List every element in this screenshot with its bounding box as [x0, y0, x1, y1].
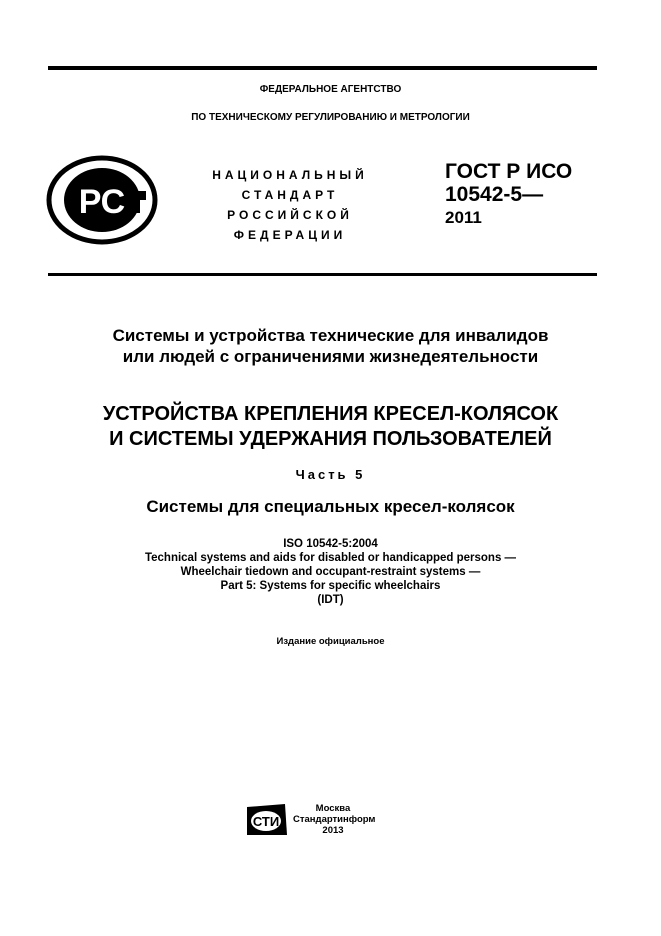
- general-title-line: Системы и устройства технические для инвалидов: [112, 326, 549, 345]
- iso-line: Technical systems and aids for disabled or handicapped persons —: [144, 552, 517, 564]
- iso-reference: [0, 537, 661, 607]
- main-title: [0, 402, 661, 452]
- general-title: [0, 325, 661, 367]
- top-rule: [48, 66, 597, 70]
- national-standard-label: [190, 165, 390, 245]
- national-line: НАЦИОНАЛЬНЫЙ: [212, 168, 368, 182]
- national-line: РОССИЙСКОЙ: [227, 208, 353, 222]
- agency-line-2: ПО ТЕХНИЧЕСКОМУ РЕГУЛИРОВАНИЮ И МЕТРОЛОГИИ: [191, 112, 470, 123]
- part-title: Системы для специальных кресел-колясок: [146, 497, 515, 516]
- iso-line: ISO 10542-5:2004: [283, 538, 378, 550]
- main-title-line: УСТРОЙСТВА КРЕПЛЕНИЯ КРЕСЕЛ-КОЛЯСОК: [102, 403, 559, 425]
- publisher-name: Стандартинформ: [293, 814, 376, 825]
- iso-line: Wheelchair tiedown and occupant-restraint systems —: [180, 566, 481, 578]
- agency-line-1: ФЕДЕРАЛЬНОЕ АГЕНТСТВО: [259, 84, 402, 95]
- publisher-city: Москва: [315, 803, 351, 814]
- gost-number: [445, 160, 572, 229]
- gost-r-logo-icon: [46, 155, 158, 245]
- gost-line: 10542-5—: [445, 183, 544, 206]
- gost-line: 2011: [445, 208, 482, 227]
- publisher-info: [293, 803, 376, 836]
- gost-line: ГОСТ Р ИСО: [445, 160, 573, 183]
- edition-label: Издание официальное: [276, 636, 385, 647]
- iso-line: Part 5: Systems for specific wheelchairs: [220, 580, 441, 592]
- national-line: ФЕДЕРАЦИИ: [233, 228, 347, 242]
- part-label: Часть 5: [295, 467, 366, 482]
- general-title-line: или людей с ограничениями жизнедеятельности: [122, 347, 539, 366]
- svg-text:РС: РС: [78, 183, 126, 221]
- main-title-line: И СИСТЕМЫ УДЕРЖАНИЯ ПОЛЬЗОВАТЕЛЕЙ: [109, 428, 552, 450]
- mid-rule: [48, 273, 597, 276]
- iso-line: (IDT): [317, 594, 344, 606]
- standartinform-logo-icon: [245, 803, 289, 837]
- national-line: СТАНДАРТ: [241, 188, 339, 202]
- svg-text:СТИ: СТИ: [252, 814, 280, 829]
- publisher-year: 2013: [322, 825, 344, 836]
